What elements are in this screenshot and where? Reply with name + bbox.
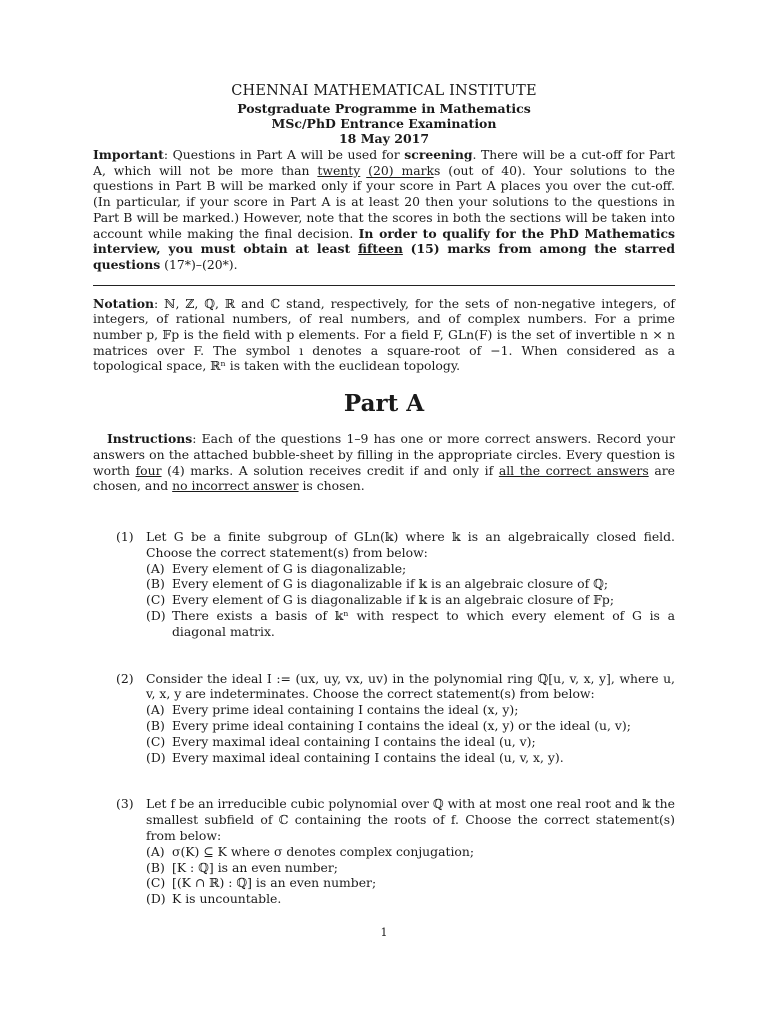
question-option xyxy=(146,608,675,640)
important-paragraph xyxy=(93,147,675,273)
option-label: (B) xyxy=(146,717,165,733)
institute-name: CHENNAI MATHEMATICAL INSTITUTE xyxy=(231,83,537,99)
option-text: [(K ∩ ℝ) : ℚ] is an even number; xyxy=(172,875,377,891)
qualify-bold-b: (15) marks from among the starred questions xyxy=(93,241,675,272)
important-text-b: . There will be a cut-off for Part A, which will not be more than xyxy=(93,147,676,178)
option-text: Every prime ideal containing I contains the ideal (x, y) or the ideal (u, v); xyxy=(172,717,631,733)
option-label: (B) xyxy=(146,859,165,875)
qualify-bold-a: In order to qualify for the PhD Mathematics interview, you must obtain at least xyxy=(93,225,675,257)
question-number: (3) xyxy=(116,796,134,812)
question-3 xyxy=(93,796,675,907)
option-text: [K : ℚ] is an even number; xyxy=(172,859,338,875)
question-stem: Let f be an irreducible cubic polynomial over ℚ with at most one real root and 𝕜 the smallest subfield of ℂ containing the roots of f. Choose the correct statement(s) from below: xyxy=(146,796,675,843)
question-option xyxy=(146,592,675,608)
option-text: Every element of G is diagonalizable if 𝕜 is an algebraic closure of ℚ; xyxy=(172,576,609,592)
question-stem: Let G be a finite subgroup of GLn(𝕜) where 𝕜 is an algebraically closed field. Choose the correct statement(s) from below: xyxy=(146,528,675,560)
option-label: (B) xyxy=(146,576,165,592)
option-text: There exists a basis of 𝕜ⁿ with respect to which every element of G is a diagonal matrix. xyxy=(172,607,675,639)
part-a-heading: Part A xyxy=(343,390,425,418)
all-correct-phrase: all the correct answers xyxy=(498,462,649,478)
horizontal-rule xyxy=(93,285,675,286)
option-label: (C) xyxy=(146,592,166,608)
instr-text-a: : Each of the questions 1–9 has one or more correct answers. Record your answers on the attached bubble-sheet by filling in the appropriate circles. Every question is worth xyxy=(93,431,675,478)
no-incorrect-phrase: no incorrect answer xyxy=(172,478,299,494)
screening-word: screening xyxy=(404,147,473,162)
question-option xyxy=(146,561,675,577)
starred-range: (17*)–(20*). xyxy=(160,256,238,272)
fifteen-word: fifteen xyxy=(358,241,403,257)
question-1 xyxy=(93,529,675,640)
option-text: Every maximal ideal containing I contains the ideal (u, v); xyxy=(172,733,536,749)
important-text-d: in Part A places you over the cut-off. (In particular, if your score in Part A is at least 20 then your solutions to the questions in Part B will be marked.) However, note that the scores in both the sections will be taken into account while making the final decision. xyxy=(93,178,675,241)
important-text-c: (20) marks (out of 40). Your solutions to the questions in Part B will be marked only if xyxy=(93,162,675,194)
exam-date: 18 May 2017 xyxy=(338,131,430,146)
important-text-a: : Questions in Part A will be used for xyxy=(163,147,405,162)
option-label: (D) xyxy=(146,891,166,907)
instructions-paragraph xyxy=(93,431,675,494)
important-label: Important xyxy=(93,147,164,162)
option-label: (C) xyxy=(146,875,166,891)
option-label: (D) xyxy=(146,749,166,765)
option-label: (D) xyxy=(146,607,166,623)
question-number: (2) xyxy=(116,670,134,686)
option-label: (A) xyxy=(146,702,165,718)
notation-text: : ℕ, ℤ, ℚ, ℝ and ℂ stand, respectively, for the sets of non-negative integers, of integers, of rational numbers, of real numbers, and of complex numbers. For a prime number p, 𝔽p is the field with p elements. For a field F, GLn(F) is the set of invertible n × n matrices over F. The symbol ı denotes a square-root of −1. When considered as a topological space, ℝⁿ is taken with the euclidean topology. xyxy=(93,295,675,374)
option-label: (A) xyxy=(146,560,165,576)
option-label: (A) xyxy=(146,843,165,859)
question-stem: Consider the ideal I := (ux, uy, vx, uv) in the polynomial ring ℚ[u, v, x, y], where u, v, x, y are indeterminates. Choose the correct statement(s) from below: xyxy=(146,670,675,702)
option-text: Every maximal ideal containing I contains the ideal (u, v, x, y). xyxy=(172,749,564,765)
option-text: σ(K) ⊆ K where σ denotes complex conjugation; xyxy=(172,843,475,859)
exam-header xyxy=(93,84,675,146)
instr-text-c: are chosen, and xyxy=(93,462,675,494)
instr-text-d: is chosen. xyxy=(298,478,365,494)
option-text: K is uncountable. xyxy=(172,891,282,907)
question-option xyxy=(146,750,675,766)
notation-paragraph xyxy=(93,296,675,375)
your-score-phrase: your score xyxy=(366,178,434,194)
four-word: four xyxy=(135,462,162,478)
exam-name: MSc/PhD Entrance Examination xyxy=(271,116,497,131)
question-option xyxy=(146,576,675,592)
option-text: Every element of G is diagonalizable if 𝕜 is an algebraic closure of 𝔽p; xyxy=(172,592,615,608)
notation-label: Notation xyxy=(93,295,155,311)
option-label: (C) xyxy=(146,733,166,749)
exam-page xyxy=(93,84,675,907)
question-option xyxy=(146,844,675,860)
question-option xyxy=(146,891,675,907)
question-option xyxy=(146,875,675,891)
question-2 xyxy=(93,671,675,766)
question-option xyxy=(146,734,675,750)
instructions-label: Instructions xyxy=(107,431,193,447)
programme-name: Postgraduate Programme in Mathematics xyxy=(237,101,531,116)
option-text: Every element of G is diagonalizable; xyxy=(172,560,407,576)
option-text: Every prime ideal containing I contains the ideal (x, y); xyxy=(172,702,519,718)
question-number: (1) xyxy=(116,528,134,544)
twenty-word: twenty xyxy=(317,162,361,178)
question-option xyxy=(146,702,675,718)
question-option xyxy=(146,718,675,734)
page-number: 1 xyxy=(380,926,388,939)
instr-text-b: (4) marks. A solution receives credit if and only if xyxy=(161,462,499,478)
question-option xyxy=(146,860,675,876)
